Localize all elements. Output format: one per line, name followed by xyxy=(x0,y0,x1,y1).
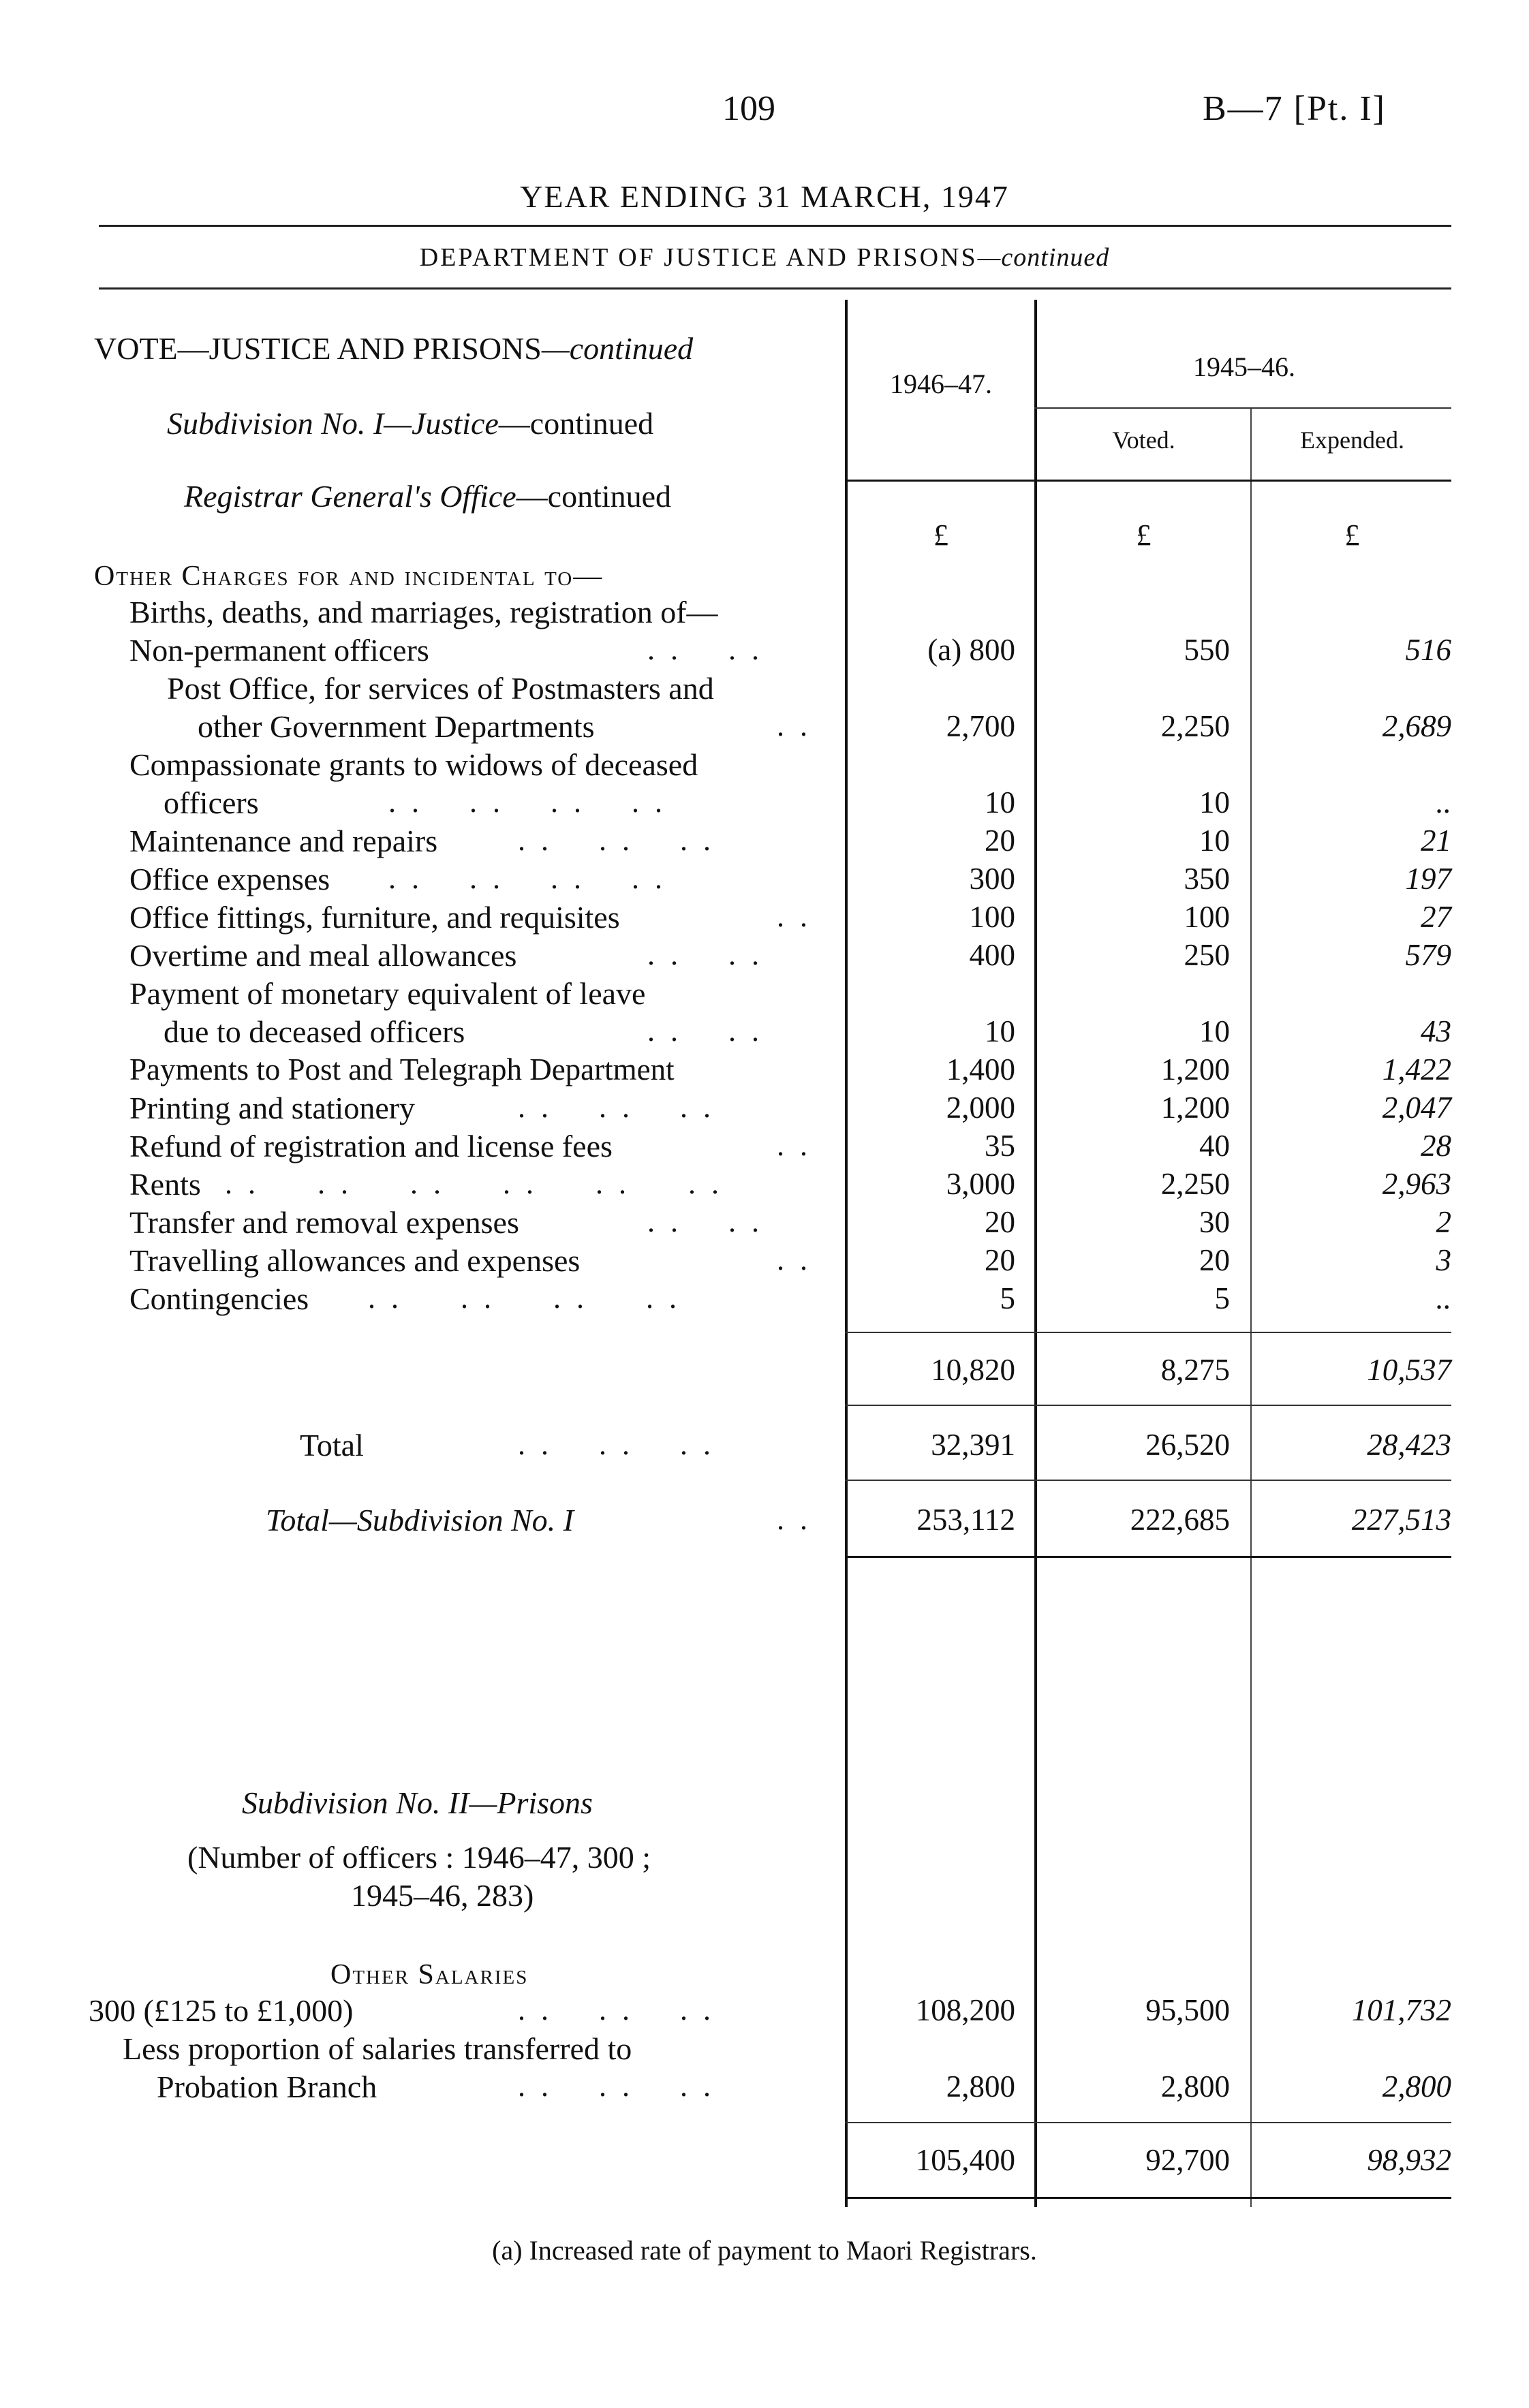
cell-expended: 1,422 xyxy=(1382,1052,1451,1086)
vote-title: VOTE—JUSTICE AND PRISONS xyxy=(94,331,542,366)
cell-voted: 10 xyxy=(1199,824,1230,858)
prisons-officers-line1: (Number of officers : 1946–47, 300 ; xyxy=(187,1840,651,1875)
leader-dots: . . . . . . . . xyxy=(388,862,666,895)
row-label-total-subdivision: Total—Subdivision No. I xyxy=(266,1503,574,1537)
cell-1946: 20 xyxy=(985,824,1015,858)
cell-1946: 253,112 xyxy=(916,1503,1015,1537)
cell-voted: 92,700 xyxy=(1145,2143,1230,2177)
cell-voted: 20 xyxy=(1199,1243,1230,1277)
leader-dots: . . xyxy=(777,1503,812,1536)
row-label-overtime: Overtime and meal allowances xyxy=(129,938,517,973)
cell-voted: 222,685 xyxy=(1130,1503,1230,1537)
leader-dots: . . . . . . xyxy=(518,1428,715,1461)
cell-voted: 250 xyxy=(1184,938,1230,972)
subdivision-heading xyxy=(167,405,653,441)
births-heading: Births, deaths, and marriages, registration of— xyxy=(129,595,718,629)
subtotal-rule xyxy=(845,1332,1451,1333)
cell-1946: 108,200 xyxy=(915,1993,1015,2027)
cell-voted: 1,200 xyxy=(1160,1052,1230,1086)
column-header-voted: Voted. xyxy=(1112,426,1175,454)
vote-suffix: —continued xyxy=(541,331,694,366)
subdivision-total-rule xyxy=(845,1556,1451,1558)
cell-expended: 579 xyxy=(1405,938,1451,972)
leader-dots: . . . . xyxy=(647,938,763,971)
row-label-salaries: 300 (£125 to £1,000) xyxy=(89,1993,354,2028)
leader-dots: . . . . . . . . . . . . xyxy=(225,1167,723,1200)
subdivision-title: Subdivision No. I—Justice xyxy=(167,406,499,441)
cell-expended: 28 xyxy=(1421,1129,1451,1163)
cell-1946: 5 xyxy=(1000,1281,1015,1315)
leader-dots: . . . . xyxy=(647,1014,763,1048)
cell-expended: 516 xyxy=(1405,633,1451,667)
row-label-less: Probation Branch xyxy=(157,2069,377,2104)
column-divider-1946 xyxy=(1034,300,1037,2207)
cell-1946: 10 xyxy=(985,1014,1015,1048)
row-label-post-office: other Government Departments xyxy=(198,709,595,744)
row-label-payment-leave: due to deceased officers xyxy=(164,1014,465,1049)
cell-voted: 26,520 xyxy=(1145,1428,1230,1462)
vote-heading xyxy=(94,330,693,366)
cell-expended: 101,732 xyxy=(1351,1993,1451,2027)
column-header-1945-46: 1945–46. xyxy=(1193,351,1295,382)
cell-voted: 550 xyxy=(1184,633,1230,667)
cell-voted: 2,250 xyxy=(1160,1167,1230,1201)
leader-dots: . . . . . . xyxy=(518,1091,715,1124)
other-salaries-heading: Other Salaries xyxy=(330,1959,529,1990)
cell-expended: .. xyxy=(1436,1281,1451,1315)
row-label-rents: Rents xyxy=(129,1167,201,1202)
column-divider-voted xyxy=(1250,407,1252,2207)
leader-dots: . . xyxy=(777,1243,812,1277)
row-label-office-expenses: Office expenses xyxy=(129,862,330,896)
prisons-officers-line2: 1945–46, 283) xyxy=(351,1878,534,1913)
cell-1946: 20 xyxy=(985,1205,1015,1239)
row-label-post-telegraph: Payments to Post and Telegraph Department xyxy=(129,1052,675,1086)
cell-voted: 2,250 xyxy=(1160,709,1230,743)
header-rule-top xyxy=(99,225,1451,227)
leader-dots: . . . . . . xyxy=(518,2069,715,2103)
currency-label-1946: £ xyxy=(933,518,948,552)
cell-expended: 2 xyxy=(1436,1205,1451,1239)
row-label-less-line1: Less proportion of salaries transferred to xyxy=(123,2031,632,2066)
row-label-office-fittings: Office fittings, furniture, and requisites xyxy=(129,900,620,935)
row-label-compassionate: officers xyxy=(164,785,259,820)
leader-dots: . . . . xyxy=(647,633,763,666)
cell-1946: 100 xyxy=(969,900,1015,934)
cell-1946: 3,000 xyxy=(946,1167,1015,1201)
cell-expended: 10,537 xyxy=(1367,1353,1451,1387)
cell-1946: 300 xyxy=(969,862,1015,896)
cell-voted: 95,500 xyxy=(1145,1993,1230,2027)
cell-voted: 40 xyxy=(1199,1129,1230,1163)
leader-dots: . . . . . . . . xyxy=(388,785,666,819)
cell-expended: 2,800 xyxy=(1382,2069,1451,2104)
row-label-payment-leave-line1: Payment of monetary equivalent of leave xyxy=(129,976,646,1011)
year-title: YEAR ENDING 31 MARCH, 1947 xyxy=(520,179,1009,214)
cell-voted: 350 xyxy=(1184,862,1230,896)
currency-label-expended: £ xyxy=(1344,518,1360,552)
cell-1946: 10 xyxy=(985,785,1015,819)
leader-dots: . . xyxy=(777,709,812,742)
cell-1946: 35 xyxy=(985,1129,1015,1163)
net-rule-bottom xyxy=(845,2197,1451,2199)
row-label-non-permanent: Non-permanent officers xyxy=(129,633,429,668)
cell-voted: 1,200 xyxy=(1160,1091,1230,1125)
department-title xyxy=(0,243,1529,272)
cell-voted: 30 xyxy=(1199,1205,1230,1239)
other-charges-heading: Other Charges for and incidental to— xyxy=(94,561,604,592)
row-label-printing: Printing and stationery xyxy=(129,1091,416,1125)
row-label-travelling: Travelling allowances and expenses xyxy=(129,1243,581,1278)
leader-dots: . . . . . . . . xyxy=(368,1281,681,1315)
department-name: DEPARTMENT OF JUSTICE AND PRISONS xyxy=(419,243,978,272)
group-header-rule xyxy=(1034,407,1451,409)
office-heading xyxy=(184,478,671,514)
net-rule xyxy=(845,2122,1451,2123)
cell-voted: 10 xyxy=(1199,1014,1230,1048)
cell-expended: 2,963 xyxy=(1382,1167,1451,1201)
column-header-expended: Expended. xyxy=(1300,426,1404,454)
leader-dots: . . . . xyxy=(647,1205,763,1238)
leader-dots: . . . . . . xyxy=(518,824,715,857)
subtotal-rule-bottom xyxy=(845,1405,1451,1406)
subdivision-suffix: —continued xyxy=(498,406,654,441)
cell-voted: 2,800 xyxy=(1160,2069,1230,2104)
cell-1946: 2,700 xyxy=(946,709,1015,743)
row-label-post-office-line1: Post Office, for services of Postmasters and xyxy=(167,671,714,706)
page-number: 109 xyxy=(722,89,775,128)
cell-voted: 100 xyxy=(1184,900,1230,934)
cell-expended: 3 xyxy=(1436,1243,1451,1277)
currency-label-voted: £ xyxy=(1136,518,1152,552)
row-label-maintenance: Maintenance and repairs xyxy=(129,824,438,858)
row-label-compassionate-line1: Compassionate grants to widows of deceased xyxy=(129,747,698,782)
cell-1946: 10,820 xyxy=(931,1353,1015,1387)
office-title: Registrar General's Office xyxy=(184,479,516,514)
cell-1946: 1,400 xyxy=(946,1052,1015,1086)
footnote: (a) Increased rate of payment to Maori Registrars. xyxy=(492,2235,1037,2266)
cell-expended: 98,932 xyxy=(1367,2143,1451,2177)
cell-1946: 400 xyxy=(969,938,1015,972)
cell-expended: 43 xyxy=(1421,1014,1451,1048)
leader-dots: . . xyxy=(777,900,812,933)
cell-1946: 32,391 xyxy=(931,1428,1015,1462)
cell-expended: 21 xyxy=(1421,824,1451,858)
total-rule xyxy=(845,1480,1451,1481)
cell-expended: 227,513 xyxy=(1351,1503,1451,1537)
row-label-contingencies: Contingencies xyxy=(129,1281,309,1316)
cell-1946: (a) 800 xyxy=(927,633,1015,667)
column-header-1946-47: 1946–47. xyxy=(890,369,992,399)
cell-1946: 2,800 xyxy=(946,2069,1015,2104)
header-rule-bottom xyxy=(99,287,1451,290)
cell-voted: 10 xyxy=(1199,785,1230,819)
department-suffix: —continued xyxy=(977,243,1110,272)
cell-expended: 27 xyxy=(1421,900,1451,934)
cell-1946: 20 xyxy=(985,1243,1015,1277)
cell-voted: 5 xyxy=(1214,1281,1230,1315)
leader-dots: . . . . . . xyxy=(518,1993,715,2027)
row-label-total: Total xyxy=(300,1428,364,1463)
cell-voted: 8,275 xyxy=(1160,1353,1230,1387)
prisons-subdivision-heading: Subdivision No. II—Prisons xyxy=(242,1785,593,1820)
cell-expended: 2,047 xyxy=(1382,1091,1451,1125)
cell-expended: 197 xyxy=(1405,862,1451,896)
row-label-transfer: Transfer and removal expenses xyxy=(129,1205,519,1240)
row-label-refund: Refund of registration and license fees xyxy=(129,1129,613,1163)
cell-expended: 28,423 xyxy=(1367,1428,1451,1462)
cell-expended: .. xyxy=(1436,785,1451,819)
column-header-rule xyxy=(845,480,1451,482)
page-reference: B—7 [Pt. I] xyxy=(1203,89,1386,128)
office-suffix: —continued xyxy=(516,479,672,514)
cell-1946: 2,000 xyxy=(946,1091,1015,1125)
column-divider-label xyxy=(845,300,848,2207)
cell-1946: 105,400 xyxy=(915,2143,1015,2177)
leader-dots: . . xyxy=(777,1129,812,1162)
cell-expended: 2,689 xyxy=(1382,709,1451,743)
